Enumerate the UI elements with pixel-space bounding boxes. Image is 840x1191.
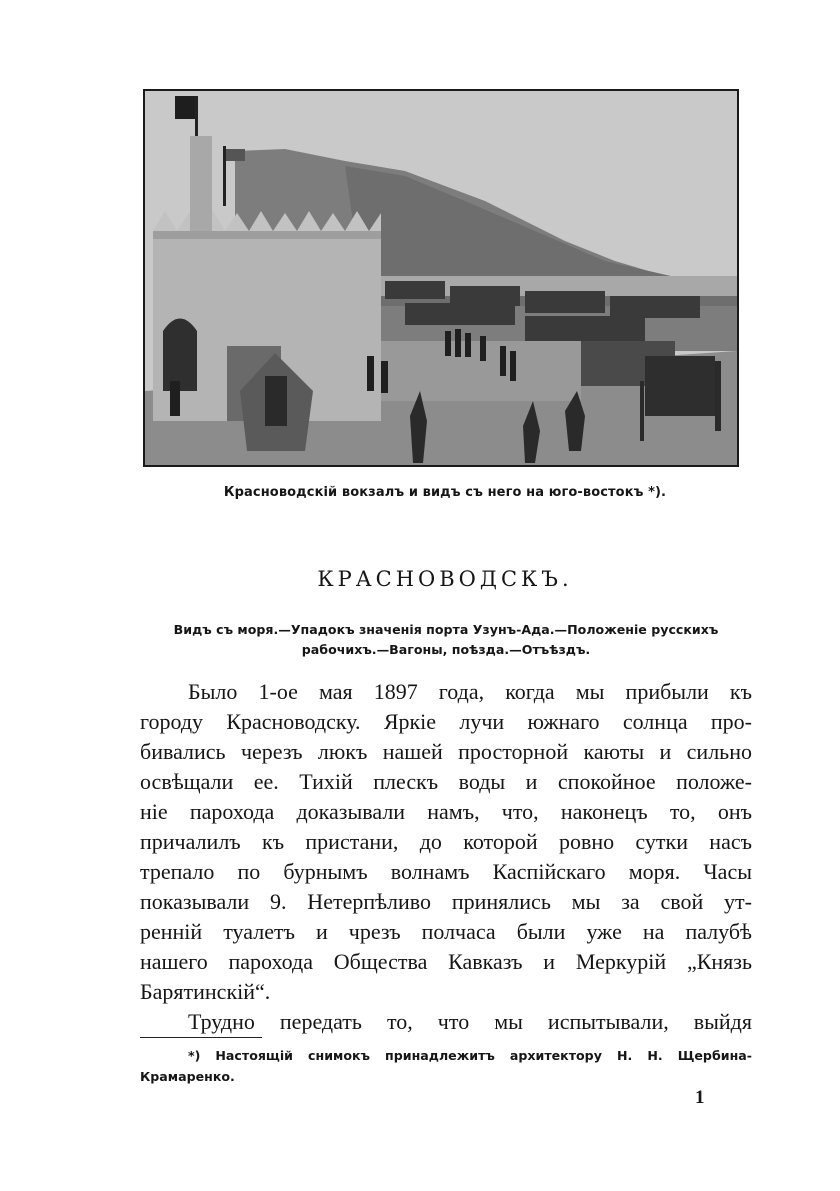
text-line: показывали 9. Нетерпѣливо принялись мы за свой ут- — [140, 889, 752, 914]
tower — [190, 136, 212, 231]
person — [480, 336, 486, 361]
arched-window — [163, 319, 197, 392]
wagon — [645, 356, 715, 416]
person — [445, 331, 451, 356]
chapter-title: КРАСНОВОДСКЪ. — [317, 567, 573, 591]
text-line: бивались черезъ люкъ нашей просторной каюты и сильно — [140, 739, 752, 764]
flagpole — [195, 96, 198, 136]
text-line: ніе парохода доказывали намъ, что, наконецъ то, онъ — [140, 799, 752, 824]
person — [465, 333, 471, 357]
footnote-divider — [140, 1037, 262, 1038]
figure-caption: Красноводскій вокзалъ и видъ съ него на юго-востокъ *). — [223, 485, 667, 500]
flagpole — [223, 146, 226, 206]
text-line: освѣщали ее. Тихій плескъ воды и спокойное положе- — [140, 769, 752, 794]
post — [715, 361, 721, 431]
person — [381, 361, 388, 393]
chapter-summary — [140, 620, 752, 660]
station-photograph — [143, 89, 739, 467]
text-line: ренній туалетъ и чрезъ полчаса были уже на палубѣ — [140, 919, 752, 944]
wagon — [385, 281, 445, 299]
text-line: причалилъ къ пристани, до которой ровно сутки насъ — [140, 829, 752, 854]
person — [367, 356, 374, 391]
person — [455, 329, 461, 357]
page-number: 1 — [695, 1087, 705, 1108]
wagon — [405, 303, 515, 325]
text-line: Было 1-ое мая 1897 года, когда мы прибыли къ — [188, 679, 752, 704]
summary-line: Видъ съ моря.—Упадокъ значенія порта Узунъ-Ада.—Положеніе русскихъ — [173, 622, 719, 637]
text-line: трепало по бурнымъ волнамъ Каспійскаго моря. Часы — [140, 859, 752, 884]
post — [640, 381, 644, 441]
footnote-line: *) Настоящій снимокъ принадлежитъ архитектору Н. Н. Щербина- — [188, 1048, 752, 1063]
body-text — [140, 677, 752, 1037]
summary-line: рабочихъ.—Вагоны, поѣзда.—Отъѣздъ. — [301, 642, 591, 657]
wagon — [610, 296, 700, 318]
flag — [175, 96, 195, 119]
wagon — [525, 291, 605, 313]
person — [510, 351, 516, 381]
text-line: нашего парохода Общества Кавказъ и Меркурій „Князь — [140, 949, 752, 974]
station-photo-illustration — [145, 91, 737, 465]
entrance-opening — [265, 376, 287, 426]
text-line: городу Красноводску. Яркіе лучи южнаго солнца про- — [140, 709, 752, 734]
flag — [226, 149, 245, 161]
building-cornice — [153, 231, 381, 239]
person — [170, 381, 180, 416]
wagon — [525, 316, 645, 342]
text-line: Барятинскій“. — [140, 979, 271, 1004]
text-line: Трудно передать то, что мы испытывали, выйдя — [188, 1009, 752, 1034]
person — [500, 346, 506, 376]
footnote — [140, 1045, 752, 1087]
footnote-line: Крамаренко. — [140, 1069, 235, 1084]
